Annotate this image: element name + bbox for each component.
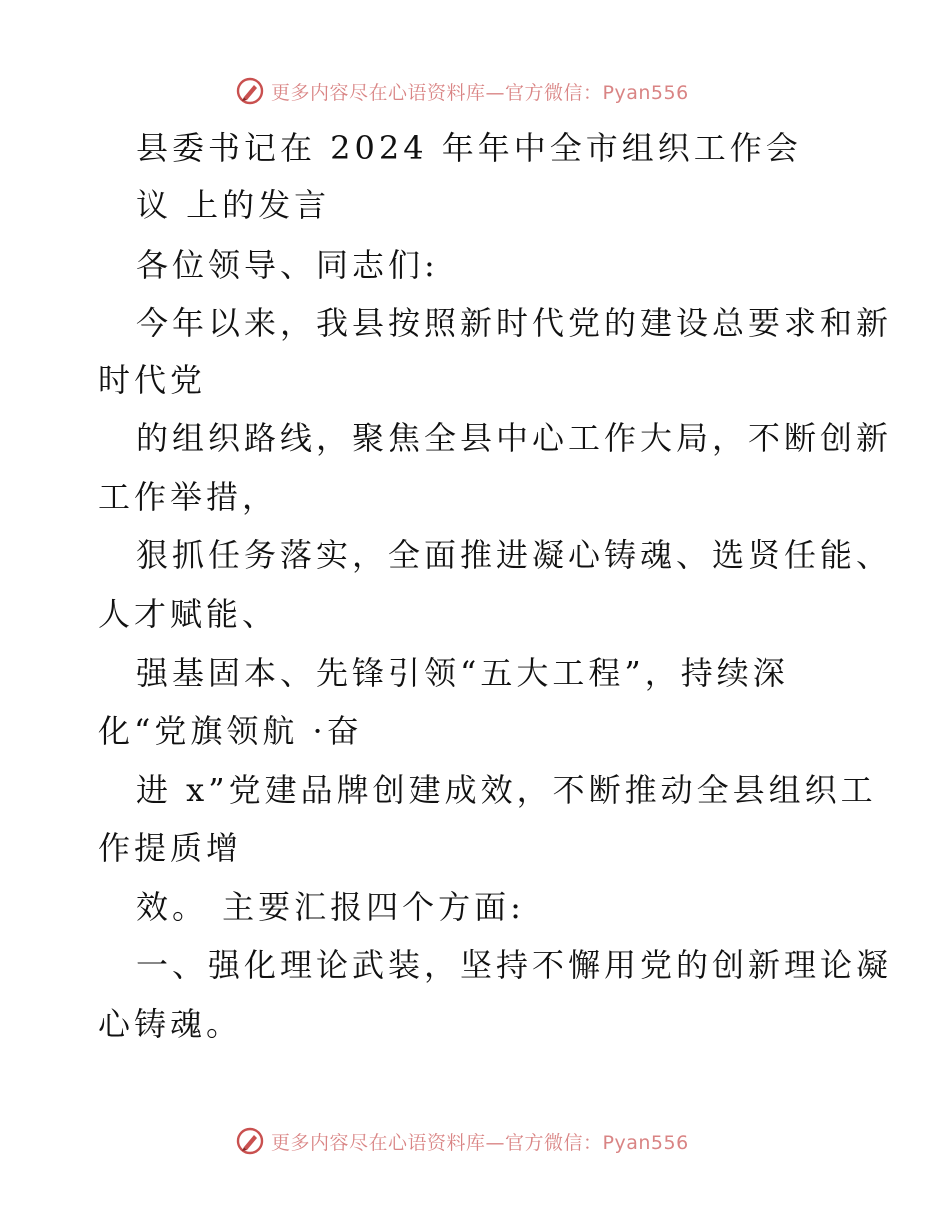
- watermark-text: 更多内容尽在心语资料库—官方微信：Pyan556: [271, 1131, 689, 1154]
- section-heading-cont: 心铸魂。: [98, 1005, 243, 1043]
- body-line: 强基固本、先锋引领“五大工程”，持续深: [136, 654, 789, 692]
- salutation: 各位领导、同志们:: [136, 246, 439, 284]
- watermark-text: 更多内容尽在心语资料库—官方微信：Pyan556: [271, 81, 689, 104]
- title-line-1: 县委书记在 2024 年年中全市组织工作会: [136, 129, 802, 167]
- body-line: 狠抓任务落实，全面推进凝心铸魂、选贤任能、: [136, 536, 893, 574]
- body-line: 今年以来，我县按照新时代党的建设总要求和新: [136, 304, 893, 342]
- body-line: 的组织路线，聚焦全县中心工作大局，不断创新: [136, 419, 893, 457]
- header-watermark: [235, 74, 689, 108]
- footer-watermark: [235, 1124, 689, 1158]
- body-line: 效。 主要汇报四个方面:: [136, 888, 525, 926]
- body-line: 化“党旗领航 ·奋: [98, 712, 363, 750]
- pen-circle-logo-icon: [235, 1126, 265, 1156]
- pen-circle-logo-icon: [235, 76, 265, 106]
- body-line: 人才赋能、: [98, 595, 279, 633]
- body-line: 工作举措，: [98, 478, 279, 516]
- body-line: 作提质增: [98, 829, 243, 867]
- title-line-2: 议 上的发言: [136, 186, 331, 224]
- body-line: 时代党: [98, 361, 207, 399]
- section-heading: 一、强化理论武装，坚持不懈用党的创新理论凝: [136, 946, 893, 984]
- body-line: 进 x”党建品牌创建成效，不断推动全县组织工: [136, 771, 877, 809]
